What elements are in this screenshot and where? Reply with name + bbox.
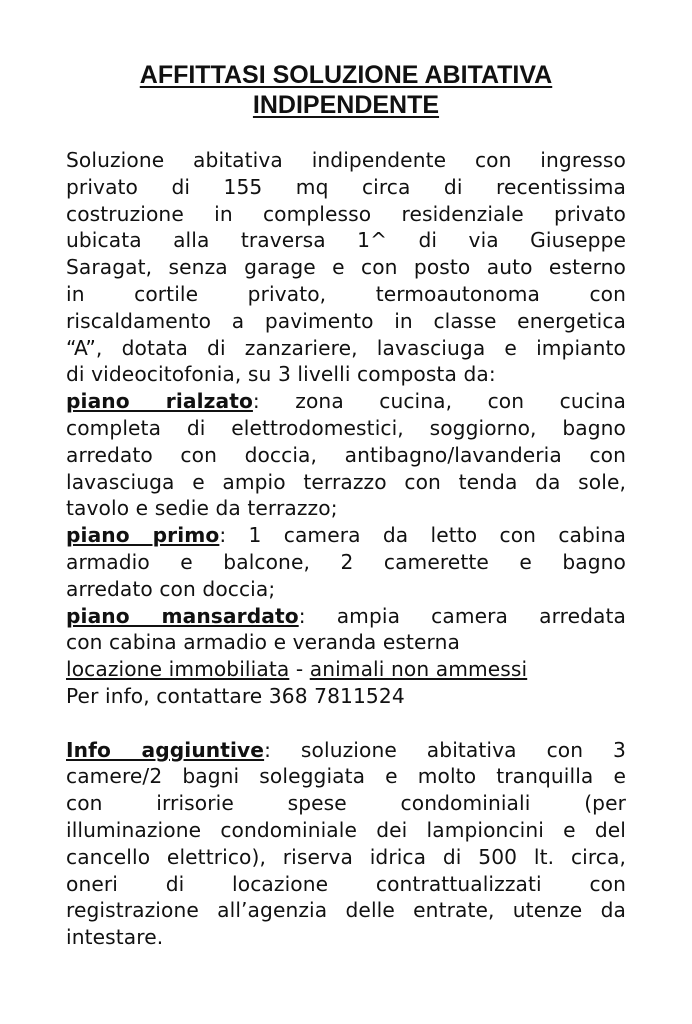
- info-line: oneri di locazione contrattualizzati con: [66, 871, 626, 896]
- floor-primo-heading: [66, 522, 626, 549]
- floor-description: : zona cucina, con cucina: [252, 389, 626, 414]
- intro-line: di videocitofonia, su 3 livelli composta da:: [66, 362, 496, 387]
- floor-label: piano rialzato: [66, 389, 253, 414]
- info-line: registrazione all’agenzia delle entrate, utenze da: [66, 898, 626, 923]
- floor-label: piano primo: [66, 523, 220, 548]
- intro-line: riscaldamento a pavimento in classe energetica: [66, 308, 626, 333]
- floor-rialzato-heading: [66, 388, 626, 415]
- floor-line: arredato con doccia, antibagno/lavanderia con: [66, 442, 626, 467]
- floor-line: lavasciuga e ampio terrazzo con tenda da sole,: [66, 469, 626, 494]
- intro-line: Soluzione abitativa indipendente con ingresso: [66, 148, 626, 172]
- title-line-2: INDIPENDENTE: [252, 91, 440, 119]
- intro-line: ubicata alla traversa 1^ di via Giuseppe: [66, 228, 626, 253]
- intro-line: costruzione in complesso residenziale privato: [66, 201, 626, 226]
- info-line: con irrisorie spese condominiali (per: [66, 791, 626, 816]
- title-line-1: AFFITTASI SOLUZIONE ABITATIVA: [139, 61, 553, 89]
- document-title: [40, 60, 652, 120]
- document-body: [66, 147, 626, 951]
- intro-line: “A”, dotata di zanzariere, lavasciuga e impianto: [66, 335, 626, 360]
- floor-line: completa di elettrodomestici, soggiorno, bagno: [66, 415, 626, 440]
- floor-line: con cabina armadio e veranda esterna: [66, 630, 460, 655]
- floor-description: : ampia camera arredata: [298, 603, 626, 628]
- note-separator: -: [289, 657, 310, 682]
- floor-line: armadio e balcone, 2 camerette e bagno: [66, 549, 626, 574]
- intro-line: in cortile privato, termoautonoma con: [66, 281, 626, 306]
- floor-line: tavolo e sedie da terrazzo;: [66, 496, 338, 521]
- floor-description: : 1 camera da letto con cabina: [219, 523, 626, 548]
- info-description: : soluzione abitativa con 3: [264, 737, 626, 762]
- intro-line: Saragat, senza garage e con posto auto esterno: [66, 255, 626, 280]
- locazione-note: locazione immobiliata: [66, 657, 290, 682]
- contact-line: Per info, contattare 368 7811524: [66, 683, 405, 708]
- info-heading: [66, 737, 626, 764]
- info-line: intestare.: [66, 925, 164, 950]
- intro-line: privato di 155 mq circa di recentissima: [66, 174, 626, 199]
- floor-label: piano mansardato: [66, 603, 299, 628]
- rental-notes: [66, 656, 626, 683]
- info-label: Info aggiuntive: [66, 737, 265, 762]
- paragraph-gap: [66, 710, 626, 737]
- info-line: camere/2 bagni soleggiata e molto tranquilla e: [66, 764, 626, 789]
- info-line: illuminazione condominiale dei lampioncini e del: [66, 817, 626, 842]
- floor-mansardato-heading: [66, 603, 626, 630]
- floor-line: arredato con doccia;: [66, 576, 276, 601]
- animali-note: animali non ammessi: [309, 657, 528, 682]
- info-line: cancello elettrico), riserva idrica di 500 lt. circa,: [66, 844, 626, 869]
